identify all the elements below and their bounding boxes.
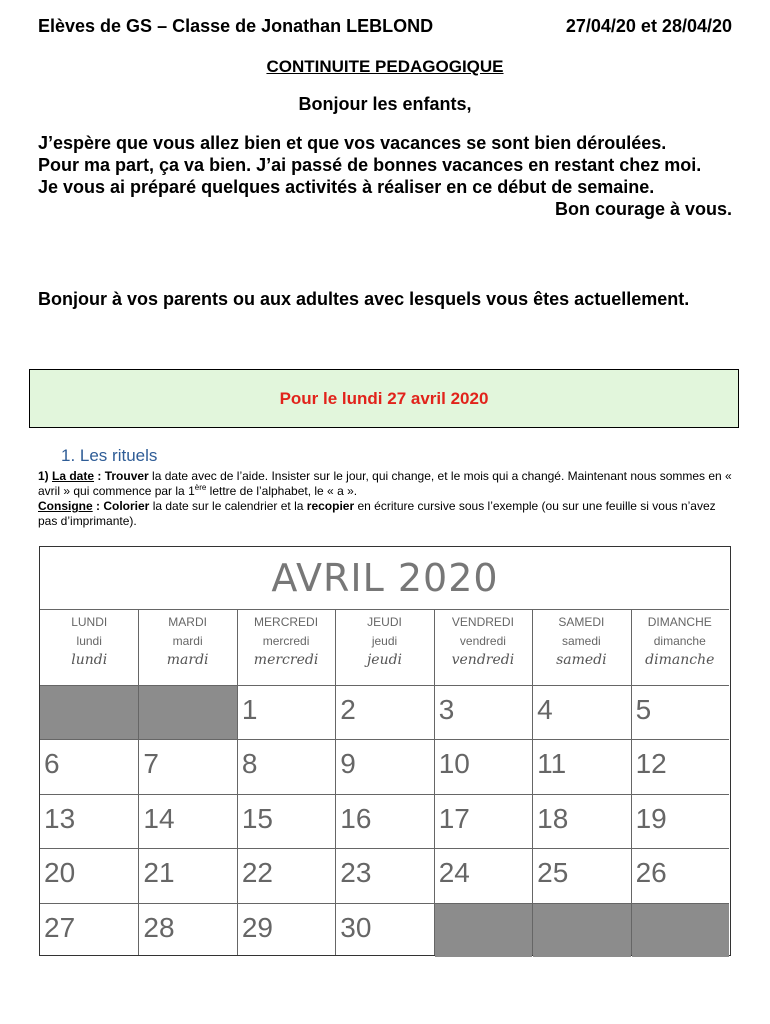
day-cursive: lundi: [71, 652, 108, 668]
letter-paragraph-5: Bonjour à vos parents ou aux adultes avec lesquels vous êtes actuellement.: [38, 289, 690, 309]
day-header-mercredi: [237, 613, 335, 670]
letter-closing: [38, 288, 732, 311]
calendar-date-21[interactable]: 21: [143, 857, 175, 889]
calendar-date-15[interactable]: 15: [241, 802, 273, 834]
letter-paragraph-1: J’espère que vous allez bien et que vos vacances se sont bien déroulées.: [38, 133, 667, 153]
day-cursive: vendredi: [451, 652, 515, 668]
calendar-date-8[interactable]: 8: [241, 748, 258, 780]
day-lower: dimanche: [653, 634, 706, 648]
day-header-vendredi: [434, 613, 532, 670]
greeting: Bonjour les enfants,: [298, 94, 472, 114]
day-header-dimanche: [631, 613, 729, 670]
day-lower: mardi: [172, 634, 203, 648]
calendar-date-19[interactable]: 19: [635, 802, 667, 834]
day-caps: MERCREDI: [254, 615, 319, 629]
section-title: 1. Les rituels: [61, 446, 158, 465]
item-label: La date: [52, 469, 95, 483]
day-lower: mercredi: [262, 634, 310, 648]
calendar-date-9[interactable]: 9: [340, 748, 356, 780]
superscript-ere: ère: [194, 483, 207, 492]
day-header-mardi: [138, 613, 236, 670]
calendar-date-7[interactable]: 7: [143, 748, 159, 780]
letter-paragraph-4: Bon courage à vous.: [554, 199, 732, 219]
letter-paragraph-2: Pour ma part, ça va bien. J’ai passé de bonnes vacances en restant chez moi.: [38, 155, 702, 175]
instruction-consigne: [38, 499, 738, 529]
header-class: Elèves de GS – Classe de Jonathan LEBLOND: [38, 16, 434, 36]
calendar-date-13[interactable]: 13: [44, 802, 76, 834]
calendar-date-12[interactable]: 12: [635, 748, 667, 780]
instruction-text-1: la date avec de l’aide. Insister sur le jour, qui change, et le mois qui a changé. Maintenant nous sommes en « avril » qui commence par la 1: [38, 469, 732, 498]
calendar: [39, 546, 731, 956]
header-dates: 27/04/20 et 28/04/20: [565, 16, 732, 36]
day-cursive: dimanche: [645, 652, 715, 668]
day-cursive: jeudi: [366, 652, 403, 668]
day-caps: DIMANCHE: [647, 615, 712, 629]
calendar-empty-cell: [139, 686, 236, 739]
calendar-empty-cell: [40, 686, 138, 739]
letter-paragraph-3: Je vous ai préparé quelques activités à réaliser en ce début de semaine.: [38, 177, 655, 197]
verb-trouver: Trouver: [104, 469, 149, 483]
calendar-date-18[interactable]: 18: [537, 802, 569, 834]
calendar-date-14[interactable]: 14: [143, 802, 175, 834]
calendar-date-16[interactable]: 16: [340, 802, 372, 834]
calendar-date-29[interactable]: 29: [241, 911, 273, 943]
calendar-date-6[interactable]: 6: [44, 748, 60, 780]
instruction-text-1b: lettre de l’alphabet, le « a ».: [206, 484, 358, 498]
day-banner-text: Pour le lundi 27 avril 2020: [279, 388, 489, 408]
day-caps: SAMEDI: [558, 615, 605, 629]
day-lower: lundi: [76, 634, 102, 648]
calendar-date-23[interactable]: 23: [340, 857, 372, 889]
letter-body: [38, 132, 732, 220]
day-caps: MARDI: [168, 615, 207, 629]
day-lower: samedi: [562, 634, 601, 648]
calendar-date-28[interactable]: 28: [143, 911, 175, 943]
consigne-label: Consigne: [38, 499, 93, 513]
page-title: CONTINUITE PEDAGOGIQUE: [266, 57, 504, 76]
item-prefix: 1): [38, 469, 53, 483]
instructions: [38, 469, 738, 529]
header-line: [38, 16, 732, 37]
item-colon: :: [94, 469, 105, 483]
day-caps: JEUDI: [367, 615, 402, 629]
calendar-date-24[interactable]: 24: [438, 857, 470, 889]
day-lower: jeudi: [371, 634, 398, 648]
calendar-date-30[interactable]: 30: [340, 911, 372, 943]
consigne-colon: :: [92, 499, 104, 513]
consigne-text-2: la date sur le calendrier et la: [149, 499, 307, 513]
calendar-date-27[interactable]: 27: [44, 911, 76, 943]
calendar-date-10[interactable]: 10: [438, 748, 470, 780]
calendar-title: AVRIL 2020: [271, 556, 499, 600]
calendar-date-1[interactable]: 1: [241, 694, 258, 725]
instruction-date: [38, 469, 738, 499]
day-cursive: samedi: [556, 652, 607, 668]
day-banner: [29, 369, 739, 428]
calendar-date-3[interactable]: 3: [438, 694, 455, 725]
day-header-jeudi: [335, 613, 433, 670]
verb-recopier: recopier: [306, 499, 355, 513]
calendar-date-22[interactable]: 22: [241, 857, 273, 889]
day-caps: VENDREDI: [451, 615, 514, 629]
day-cursive: mardi: [166, 652, 209, 668]
consigne-text-3: en écriture cursive sous l’exemple (ou sur une feuille si vous n’avez pas d’imprimante).: [38, 499, 716, 528]
calendar-empty-cell: [632, 904, 729, 957]
calendar-date-5[interactable]: 5: [635, 694, 652, 725]
verb-colorier: Colorier: [103, 499, 150, 513]
calendar-date-11[interactable]: 11: [537, 748, 567, 780]
day-header-lundi: [40, 613, 138, 670]
calendar-date-25[interactable]: 25: [537, 857, 569, 889]
calendar-empty-cell: [435, 904, 532, 957]
day-caps: LUNDI: [71, 615, 108, 629]
calendar-date-17[interactable]: 17: [438, 802, 470, 834]
day-lower: vendredi: [459, 634, 506, 648]
day-header-samedi: [532, 613, 630, 670]
calendar-date-26[interactable]: 26: [635, 857, 667, 889]
calendar-date-4[interactable]: 4: [537, 694, 553, 725]
calendar-date-2[interactable]: 2: [340, 694, 356, 725]
calendar-date-20[interactable]: 20: [44, 857, 76, 889]
calendar-empty-cell: [533, 904, 630, 957]
day-cursive: mercredi: [253, 652, 319, 668]
calendar-hline: [40, 609, 729, 610]
